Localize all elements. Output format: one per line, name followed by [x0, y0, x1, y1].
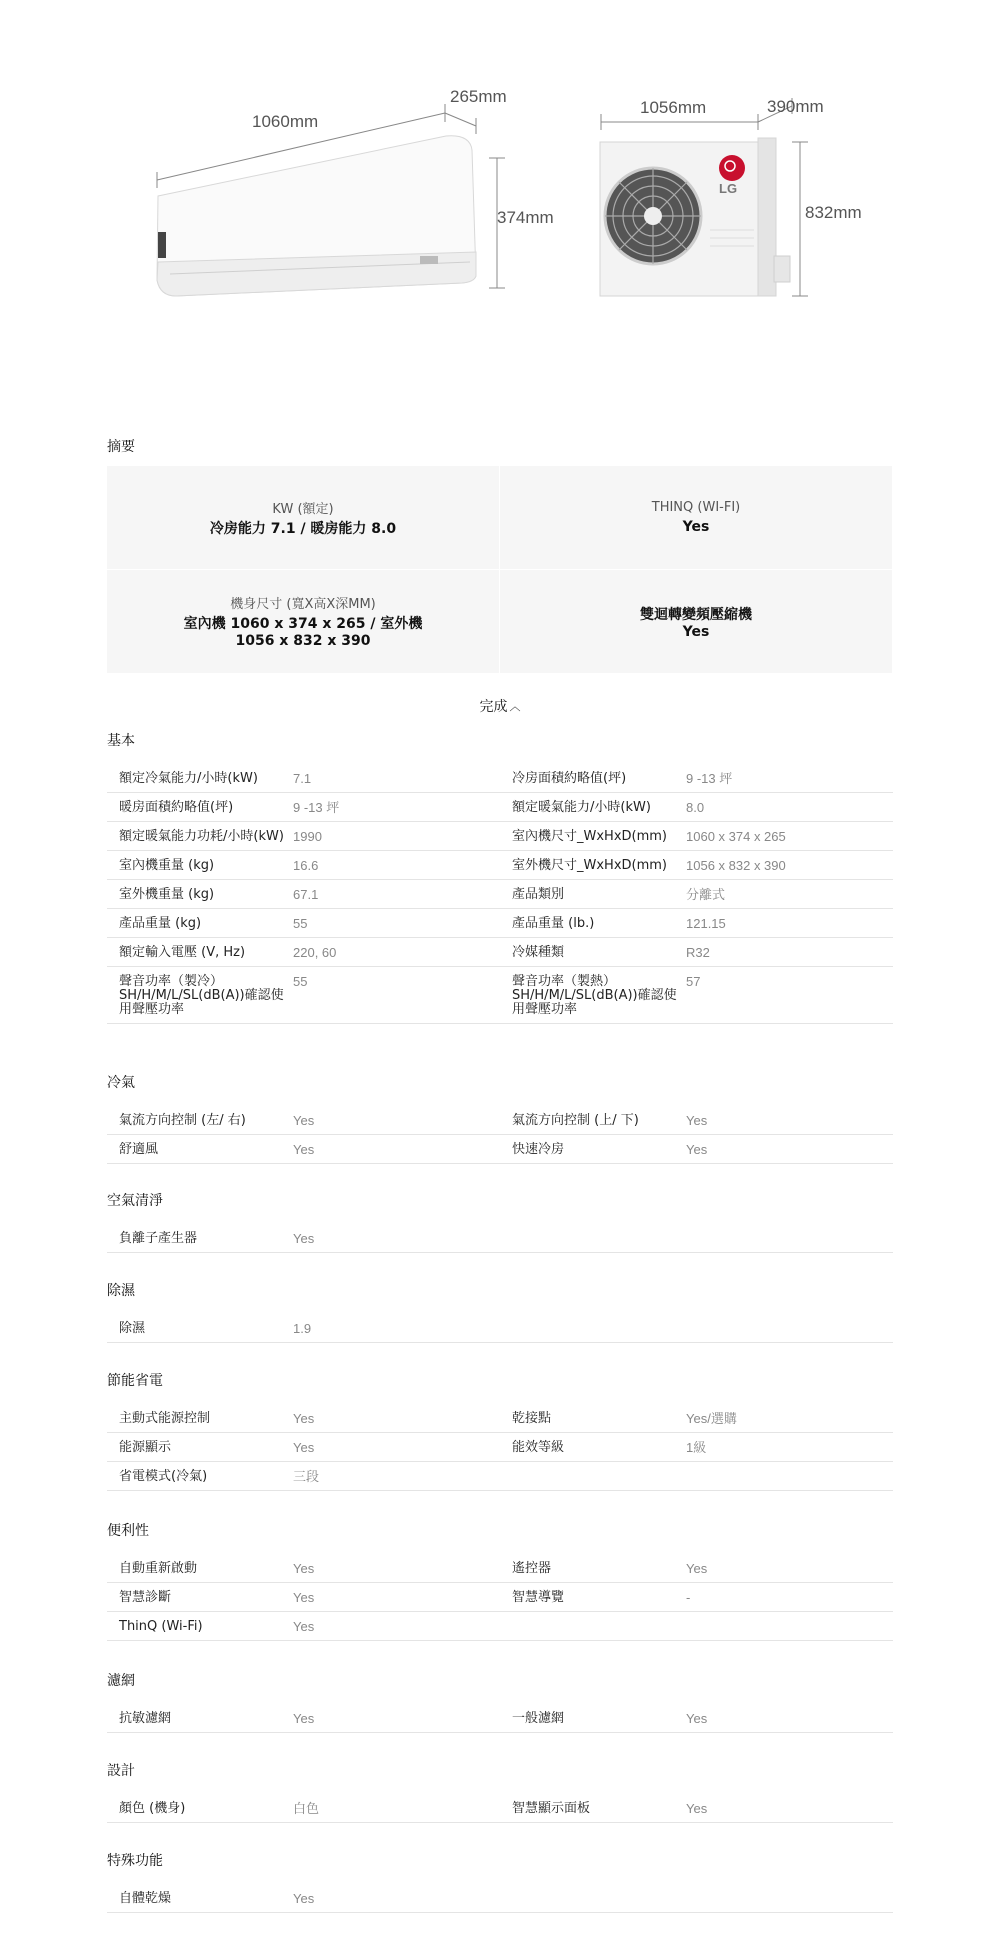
spec-group-title: 特殊功能 [107, 1853, 163, 1869]
spec-group-title: 節能省電 [107, 1373, 163, 1389]
spec-value: Yes [293, 1891, 315, 1906]
spec-item [500, 1106, 893, 1134]
spec-key: 室外機尺寸_WxHxD(mm) [512, 858, 667, 873]
outdoor-brand-label: LG [719, 181, 738, 196]
spec-value: 9 -13 坪 [686, 771, 733, 786]
spec-item [107, 1794, 500, 1822]
summary-value: 室內機 1060 x 374 x 265 / 室外機 1056 x 832 x 390 [183, 616, 423, 649]
spec-item [107, 1704, 500, 1732]
collapse-toggle[interactable] [0, 696, 1000, 716]
spacer [107, 1394, 893, 1404]
spec-item [500, 822, 893, 850]
spec-value: 220, 60 [293, 945, 337, 960]
spec-key: 聲音功率（製熱）SH/H/M/L/SL(dB(A))確認使用聲壓功率 [512, 974, 677, 1017]
spec-value: Yes [293, 1590, 315, 1605]
spec-key: 智慧診斷 [119, 1590, 172, 1605]
spec-group-title: 基本 [107, 733, 135, 749]
spec-key: 室外機重量 (kg) [119, 887, 215, 902]
spec-item [107, 1884, 500, 1912]
spec-group [107, 1278, 893, 1343]
summary-value: 冷房能力 7.1 / 暖房能力 8.0 [209, 520, 397, 537]
spec-value: 9 -13 坪 [293, 800, 340, 815]
summary-label: 機身尺寸 (寬X高X深MM) [230, 597, 376, 612]
spec-key: 智慧顯示面板 [512, 1801, 591, 1816]
summary-value: Yes [682, 518, 710, 535]
spec-key: 能效等級 [512, 1440, 565, 1455]
indoor-unit [157, 136, 476, 296]
spec-value: Yes/選購 [686, 1411, 737, 1426]
outdoor-width-label: 1056mm [640, 98, 707, 117]
outdoor-height-label: 832mm [805, 203, 862, 222]
summary-cell-dimensions [107, 570, 500, 674]
spec-group [107, 1668, 893, 1733]
spacer [107, 1544, 893, 1554]
spec-key: 暖房面積約略值(坪) [119, 800, 234, 815]
spec-item [500, 938, 893, 966]
indoor-depth-label: 265mm [450, 87, 507, 106]
spec-item [500, 1404, 893, 1432]
spec-key: 氣流方向控制 (左/ 右) [119, 1113, 246, 1128]
spec-item [107, 851, 500, 879]
indoor-height-label: 374mm [497, 208, 554, 227]
spec-row [107, 1704, 893, 1733]
spacer [107, 1096, 893, 1106]
spec-group [107, 1758, 893, 1823]
spec-key: 自體乾燥 [119, 1891, 172, 1906]
spec-value: 三段 [293, 1469, 320, 1484]
spec-item [107, 1224, 500, 1252]
spec-key: 一般濾網 [512, 1711, 565, 1726]
spec-item [107, 1404, 500, 1432]
spec-key: 智慧導覽 [512, 1590, 565, 1605]
spec-value: Yes [293, 1561, 315, 1576]
spacer [107, 1214, 893, 1224]
spec-value: 白色 [293, 1801, 320, 1816]
spec-item [107, 1433, 500, 1461]
collapse-toggle-label[interactable]: 完成 [479, 699, 508, 715]
spec-row [107, 909, 893, 938]
spec-row [107, 1612, 893, 1641]
spec-value: 55 [293, 974, 308, 989]
spec-key: 除濕 [119, 1321, 146, 1336]
spec-value: Yes [686, 1561, 708, 1576]
spec-item [500, 1135, 893, 1163]
spec-value: Yes [293, 1619, 315, 1634]
spec-value: Yes [293, 1440, 315, 1455]
spec-row [107, 1794, 893, 1823]
spacer [107, 1784, 893, 1794]
spacer [107, 1874, 893, 1884]
spec-key: 主動式能源控制 [119, 1411, 211, 1426]
spec-item [107, 1583, 500, 1611]
spec-item [500, 1554, 893, 1582]
outdoor-depth-label: 390mm [767, 97, 824, 116]
spec-key: 冷房面積約略值(坪) [512, 771, 627, 786]
spec-group [107, 1518, 893, 1641]
spec-row [107, 1106, 893, 1135]
spec-value: Yes [293, 1142, 315, 1157]
spec-item [107, 1554, 500, 1582]
spec-row [107, 1433, 893, 1462]
product-illustration [0, 0, 1000, 330]
spec-key: 冷媒種類 [512, 945, 565, 960]
spec-value: Yes [686, 1113, 708, 1128]
spec-value: - [686, 1590, 691, 1605]
spec-row [107, 1554, 893, 1583]
spec-key: 氣流方向控制 (上/ 下) [512, 1113, 639, 1128]
spec-group [107, 1368, 893, 1491]
spec-key: 舒適風 [119, 1142, 159, 1157]
spec-group [107, 1070, 893, 1164]
spec-row [107, 938, 893, 967]
spec-key: 能源顯示 [119, 1440, 172, 1455]
summary-cell-kw [107, 466, 500, 570]
spec-value: 121.15 [686, 916, 726, 931]
spec-item [107, 1135, 500, 1163]
spec-row [107, 851, 893, 880]
spec-value: Yes [686, 1142, 708, 1157]
spec-item [107, 1314, 500, 1342]
spec-value: 1990 [293, 829, 322, 844]
spec-group [107, 1188, 893, 1253]
spec-value: 1級 [686, 1440, 707, 1455]
summary-title: 摘要 [107, 439, 135, 455]
spec-row [107, 822, 893, 851]
spec-key: 抗敏濾網 [119, 1711, 172, 1726]
summary-label: THINQ (WI-FI) [651, 499, 741, 515]
spec-row [107, 1583, 893, 1612]
spec-item [500, 880, 893, 908]
product-images [0, 0, 1000, 330]
spec-row [107, 764, 893, 793]
indoor-width-label: 1060mm [252, 112, 319, 131]
spec-item [107, 967, 500, 1023]
spec-row [107, 1135, 893, 1164]
spec-key: 額定暖氣能力/小時(kW) [512, 800, 651, 815]
spec-group-title: 便利性 [107, 1523, 149, 1539]
spec-item [107, 938, 500, 966]
spec-value: R32 [686, 945, 710, 960]
spec-item [107, 880, 500, 908]
spacer [107, 1304, 893, 1314]
summary-cell-compressor [500, 570, 893, 674]
spec-group [107, 1848, 893, 1913]
spec-key: 省電模式(冷氣) [119, 1469, 208, 1484]
spacer [107, 1694, 893, 1704]
spec-value: Yes [686, 1711, 708, 1726]
summary-value: 雙迴轉變頻壓縮機 Yes [640, 606, 752, 640]
spec-value: Yes [293, 1231, 315, 1246]
spec-item [107, 1612, 500, 1640]
spec-item [107, 793, 500, 821]
spec-value: 1.9 [293, 1321, 312, 1336]
spec-value: Yes [686, 1801, 708, 1816]
spec-key: 室內機尺寸_WxHxD(mm) [512, 829, 667, 844]
spec-item [500, 1794, 893, 1822]
spec-key: 負離子產生器 [119, 1231, 198, 1246]
spec-group-title: 除濕 [107, 1283, 135, 1299]
summary-label: KW (額定) [272, 501, 334, 517]
spec-key: 快速冷房 [512, 1142, 565, 1157]
summary-grid [107, 466, 893, 674]
spec-item [500, 851, 893, 879]
spec-group-title: 冷氣 [107, 1075, 135, 1091]
spec-item [500, 1704, 893, 1732]
spec-value: Yes [293, 1411, 315, 1426]
spec-key: 額定輸入電壓 (V, Hz) [119, 945, 246, 960]
spec-value: Yes [293, 1711, 315, 1726]
spec-group-title: 濾網 [107, 1673, 135, 1689]
spec-row [107, 1224, 893, 1253]
spec-item [500, 967, 893, 1023]
spec-key: 產品重量 (kg) [119, 916, 202, 931]
spec-row [107, 967, 893, 1024]
spec-item [500, 764, 893, 792]
chevron-up-icon[interactable]: ︿ [509, 700, 521, 713]
spec-key: 遙控器 [512, 1561, 552, 1576]
summary-cell-thinq [500, 466, 893, 570]
spec-item [107, 822, 500, 850]
spec-item [500, 793, 893, 821]
spec-row [107, 793, 893, 822]
spec-item [500, 909, 893, 937]
spec-value: Yes [293, 1113, 315, 1128]
spec-value: 16.6 [293, 858, 319, 873]
spacer [107, 754, 893, 764]
spec-value: 8.0 [686, 800, 705, 815]
spec-value: 分離式 [686, 887, 726, 902]
spec-row [107, 1404, 893, 1433]
spec-key: 額定暖氣能力功耗/小時(kW) [119, 829, 284, 844]
spec-value: 1060 x 374 x 265 [686, 829, 786, 844]
spec-item [107, 1462, 500, 1490]
spec-key: 額定冷氣能力/小時(kW) [119, 771, 258, 786]
spec-key: 自動重新啟動 [119, 1561, 198, 1576]
spec-value: 57 [686, 974, 701, 989]
spec-item [107, 1106, 500, 1134]
spec-item [107, 909, 500, 937]
spec-key: ThinQ (Wi-Fi) [119, 1619, 203, 1634]
spec-group [107, 728, 893, 1024]
spec-group-title: 空氣清淨 [107, 1193, 163, 1209]
spec-row [107, 880, 893, 909]
spec-item [500, 1433, 893, 1461]
spec-key: 聲音功率（製冷）SH/H/M/L/SL(dB(A))確認使用聲壓功率 [119, 974, 284, 1017]
spec-key: 室內機重量 (kg) [119, 858, 215, 873]
spec-key: 產品重量 (lb.) [512, 916, 595, 931]
spec-item [500, 1583, 893, 1611]
lg-logo-icon [719, 155, 745, 181]
spec-row [107, 1884, 893, 1913]
spec-row [107, 1314, 893, 1343]
spec-key: 產品類別 [512, 887, 565, 902]
spec-group-title: 設計 [107, 1763, 135, 1779]
spec-key: 顏色 (機身) [119, 1801, 186, 1816]
spec-value: 1056 x 832 x 390 [686, 858, 786, 873]
outdoor-unit [600, 138, 790, 296]
spec-row [107, 1462, 893, 1491]
spec-value: 67.1 [293, 887, 319, 902]
spec-value: 7.1 [293, 771, 312, 786]
spec-item [107, 764, 500, 792]
spec-key: 乾接點 [512, 1411, 552, 1426]
spec-value: 55 [293, 916, 308, 931]
